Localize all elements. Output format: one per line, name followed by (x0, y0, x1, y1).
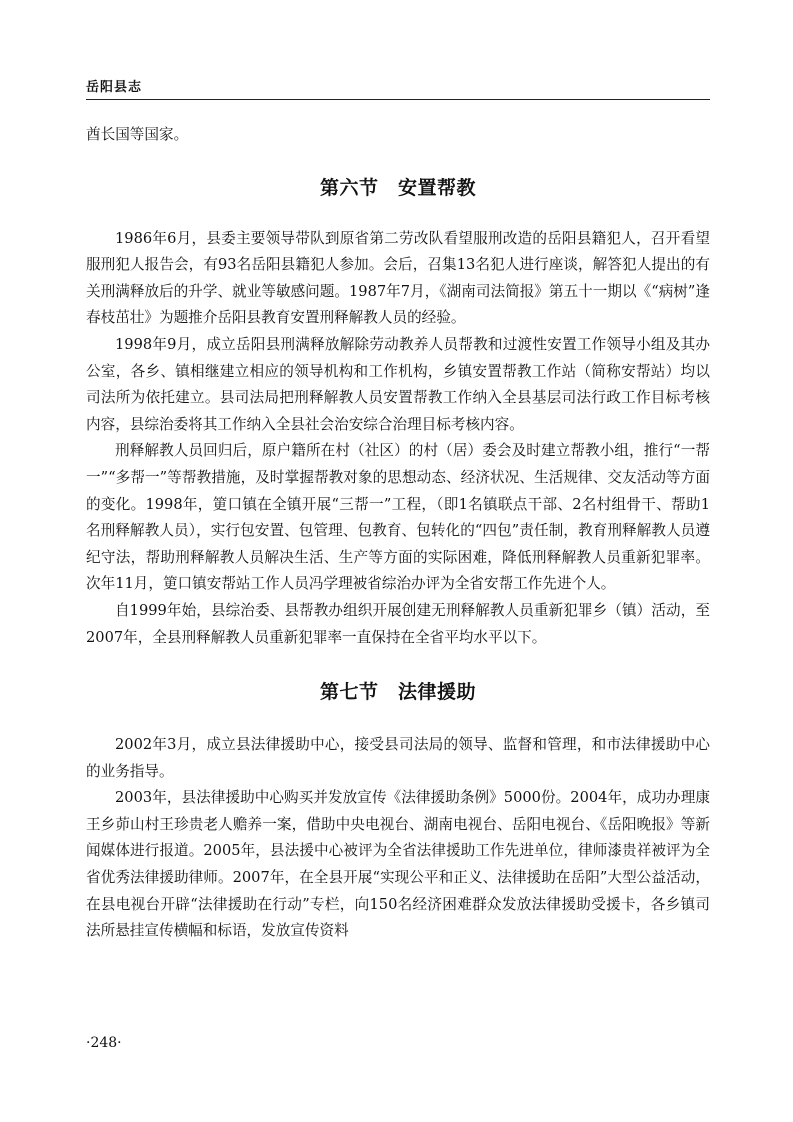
paragraph: 刑释解教人员回归后，原户籍所在村（社区）的村（居）委会及时建立帮教小组，推行“一帮一”“多帮一”等帮教措施，及时掌握帮教对象的思想动态、经济状况、生活规律、交友活动等方面的变化。1998年，筻口镇在全镇开展“三帮一”工程，（即1名镇联点干部、2名村组骨干、帮助1名刑释解教人员），实行包安置、包管理、包教育、包转化的“四包”责任制，教育刑释解教人员遵纪守法，帮助刑释解教人员解决生活、生产等方面的实际困难，降低刑释解教人员重新犯罪率。次年11月，筻口镇安帮站工作人员冯学理被省综治办评为全省安帮工作先进个人。 (86, 442, 710, 593)
paragraph: 1998年9月，成立岳阳县刑满释放解除劳动教养人员帮教和过渡性安置工作领导小组及其办公室，各乡、镇相继建立相应的领导机构和工作机构，乡镇安置帮教工作站（简称安帮站）均以司法所为依托建立。县司法局把刑释解教人员安置帮教工作纳入全县基层司法行政工作目标考核内容，县综治委将其工作纳入全县社会治安综合治理目标考核内容。 (86, 335, 710, 433)
page-number: ·248· (86, 1035, 122, 1051)
page-body (86, 122, 710, 945)
running-header: 岳阳县志 (86, 80, 143, 95)
header-rule (86, 99, 710, 100)
paragraph: 自1999年始，县综治委、县帮教办组织开展创建无刑释解教人员重新犯罪乡（镇）活动，至2007年，全县刑释解教人员重新犯罪率一直保持在全省平均水平以下。 (86, 601, 710, 646)
section-7-title: 第七节 法律援助 (319, 681, 476, 704)
paragraph: 2003年，县法律援助中心购买并发放宣传《法律援助条例》5000份。2004年，成功办理康王乡茆山村王珍贵老人赡养一案，借助中央电视台、湖南电视台、岳阳电视台、《岳阳晚报》等新闻媒体进行报道。2005年，县法援中心被评为全省法律援助工作先进单位，律师漆贵祥被评为全省优秀法律援助律师。2007年，在全县开展“实现公平和正义、法律援助在岳阳”大型公益活动，在县电视台开辟“法律援助在行动”专栏，向150名经济困难群众发放法律援助受援卡，各乡镇司法所悬挂宣传横幅和标语，发放宣传资料 (86, 789, 710, 940)
continuation-text: 酋长国等国家。 (86, 126, 189, 143)
section-6-title: 第六节 安置帮教 (319, 176, 476, 199)
paragraph: 2002年3月，成立县法律援助中心，接受县司法局的领导、监督和管理，和市法律援助中心的业务指导。 (86, 736, 710, 780)
paragraph: 1986年6月，县委主要领导带队到原省第二劳改队看望服刑改造的岳阳县籍犯人，召开看望服刑犯人报告会，有93名岳阳县籍犯人参加。会后，召集13名犯人进行座谈，解答犯人提出的有关刑满释放后的升学、就业等敏感问题。1987年7月，《湖南司法简报》第五十一期以《“病树”逢春枝茁壮》为题推介岳阳县教育安置刑释解教人员的经验。 (86, 229, 710, 327)
